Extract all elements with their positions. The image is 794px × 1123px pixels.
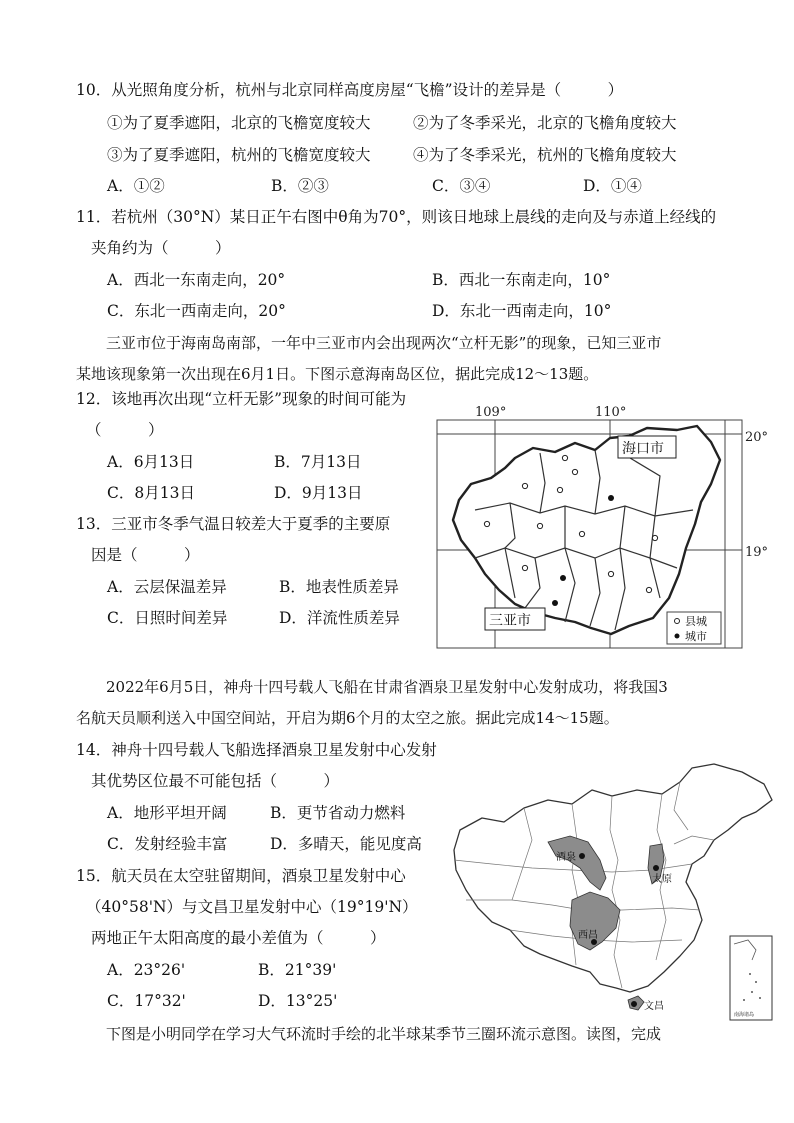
q15-option-d: D．13°25' bbox=[258, 992, 338, 1010]
q12-stem-line1: 12．该地再次出现“立杆无影”现象的时间可能为 bbox=[76, 390, 407, 408]
label-19n: 19° bbox=[745, 545, 769, 560]
q14-option-b: B．更节省动力燃料 bbox=[270, 804, 406, 822]
xichang-label: 西昌 bbox=[578, 930, 598, 941]
q10-stem: 10．从光照角度分析，杭州与北京同样高度房屋“飞檐”设计的差异是（ ） bbox=[76, 81, 624, 99]
legend-city: 城市 bbox=[685, 630, 707, 643]
q13-option-d: D．洋流性质差异 bbox=[279, 609, 400, 627]
q10-option-a: A．①② bbox=[107, 177, 165, 195]
hainan-map bbox=[415, 398, 785, 668]
q10-statement-1: ①为了夏季遮阳，北京的飞檐宽度较大 bbox=[107, 114, 371, 132]
label-109: 109° bbox=[475, 405, 507, 420]
haikou-label: 海口市 bbox=[622, 441, 664, 457]
q11-stem-line2: 夹角约为（ ） bbox=[91, 239, 231, 257]
south-sea-inset bbox=[730, 936, 772, 1020]
q14-option-a: A．地形平坦开阔 bbox=[107, 804, 227, 822]
q14-stem-line1: 14．神舟十四号载人飞船选择酒泉卫星发射中心发射 bbox=[76, 741, 437, 759]
legend-county-symbol bbox=[675, 619, 680, 624]
taiyuan-dot bbox=[653, 865, 659, 871]
q12-option-a: A．6月13日 bbox=[107, 453, 195, 471]
south-sea-label: 南海诸岛 bbox=[734, 1012, 755, 1018]
sanya-label: 三亚市 bbox=[489, 613, 531, 629]
q13-option-c: C．日照时间差异 bbox=[107, 609, 228, 627]
china-map bbox=[452, 760, 782, 1028]
q12-option-d: D．9月13日 bbox=[274, 484, 363, 502]
q15-stem-line1: 15．航天员在太空驻留期间，酒泉卫星发射中心 bbox=[76, 867, 406, 885]
q15-option-b: B．21°39' bbox=[258, 961, 337, 979]
q10-statement-3: ③为了夏季遮阳，杭州的飞檐宽度较大 bbox=[107, 146, 371, 164]
label-110: 110° bbox=[595, 405, 627, 420]
q10-option-c: C．③④ bbox=[432, 177, 491, 195]
taiyuan-label: 太原 bbox=[652, 874, 672, 885]
q12-option-c: C．8月13日 bbox=[107, 484, 195, 502]
intro-sanya-line1: 三亚市位于海南岛南部，一年中三亚市内会出现两次“立杆无影”的现象，已知三亚市 bbox=[106, 334, 662, 352]
wenchang-dot bbox=[631, 1001, 637, 1007]
q10-option-d: D．①④ bbox=[583, 177, 642, 195]
jiuquan-dot bbox=[579, 853, 585, 859]
intro-sanya-line2: 某地该现象第一次出现在6月1日。下图示意海南岛区位，据此完成12～13题。 bbox=[76, 365, 599, 383]
q13-option-a: A．云层保温差异 bbox=[107, 578, 227, 596]
wenchang-label: 文昌 bbox=[644, 1001, 664, 1012]
q15-option-c: C．17°32' bbox=[107, 992, 186, 1010]
china-outline bbox=[454, 764, 772, 992]
q12-option-b: B．7月13日 bbox=[274, 453, 362, 471]
q11-option-b: B．西北一东南走向，10° bbox=[432, 271, 611, 289]
q12-stem-line2: （ ） bbox=[86, 421, 164, 439]
label-20n: 20° bbox=[745, 430, 769, 445]
q13-option-b: B．地表性质差异 bbox=[279, 578, 399, 596]
q10-option-b: B．②③ bbox=[271, 177, 329, 195]
q11-option-c: C．东北一西南走向，20° bbox=[107, 302, 286, 320]
hainan-island-outline bbox=[453, 426, 720, 634]
q14-option-d: D．多晴天，能见度高 bbox=[270, 835, 422, 853]
q14-option-c: C．发射经验丰富 bbox=[107, 835, 228, 853]
q15-option-a: A．23°26' bbox=[107, 961, 186, 979]
q15-stem-line2: （40°58'N）与文昌卫星发射中心（19°19'N） bbox=[86, 898, 418, 916]
q15-stem-line3: 两地正午太阳高度的最小差值为（ ） bbox=[91, 929, 386, 947]
jiuquan-label: 酒泉 bbox=[556, 852, 576, 863]
legend-city-symbol bbox=[675, 634, 680, 639]
q10-statement-4: ④为了冬季采光，杭州的飞檐角度较大 bbox=[413, 146, 677, 164]
q11-option-d: D．东北一西南走向，10° bbox=[432, 302, 612, 320]
q14-stem-line2: 其优势区位最不可能包括（ ） bbox=[91, 772, 340, 790]
q10-statement-2: ②为了冬季采光，北京的飞檐角度较大 bbox=[413, 114, 677, 132]
legend-county: 县城 bbox=[685, 615, 707, 628]
intro-launch-line2: 名航天员顺利送入中国空间站，开启为期6个月的太空之旅。据此完成14～15题。 bbox=[76, 709, 619, 727]
q11-stem-line1: 11．若杭州（30°N）某日正午右图中θ角为70°，则该日地球上晨线的走向及与赤道上经线的 bbox=[76, 208, 717, 226]
intro-circulation-line1: 下图是小明同学在学习大气环流时手绘的北半球某季节三圈环流示意图。读图，完成 bbox=[106, 1025, 662, 1043]
q13-stem-line1: 13．三亚市冬季气温日较差大于夏季的主要原 bbox=[76, 515, 391, 533]
q11-option-a: A．西北一东南走向，20° bbox=[107, 271, 286, 289]
q13-stem-line2: 因是（ ） bbox=[91, 546, 200, 564]
intro-launch-line1: 2022年6月5日，神舟十四号载人飞船在甘肃省酒泉卫星发射中心发射成功，将我国3 bbox=[106, 678, 668, 696]
